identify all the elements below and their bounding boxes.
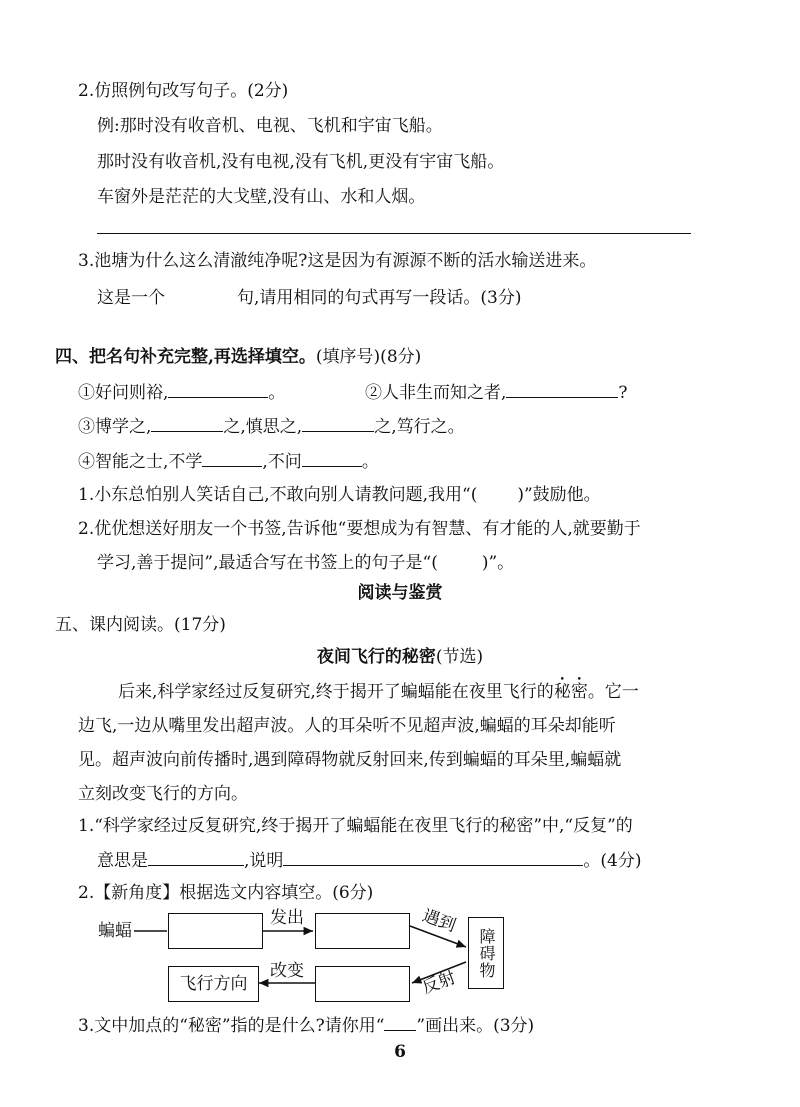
sec5-q1-text-d: 。(4分) [583,851,642,871]
page-number: 6 [394,1042,406,1062]
diagram-obstacle-label: 障碍物 [477,927,496,979]
sec4-item2-text: ②人非生而知之者, [365,383,507,403]
passage-note: (节选) [435,647,484,667]
sec4-q2-text-c: )”。 [481,553,515,573]
diagram-label-meet: 遇到 [419,905,459,937]
dotted-char-2: 密 [570,682,588,702]
sec4-q2-line1: 2.优优想送好朋友一个书签,告诉他“要想成为有智慧、有才能的人,就要勤于 [78,519,641,539]
sec4-item3-text-b: 之,慎思之, [223,417,303,437]
sec4-item3-text-a: ③博学之, [78,417,152,437]
sec5-q3 [78,1014,534,1037]
passage-line-1-text: 后来,科学家经过反复研究,终于揭开了蝙蝠能在夜里飞行的 [118,682,554,702]
section-heading: 阅读与鉴赏 [357,583,443,603]
diagram-start-label: 蝙蝠 [98,921,132,941]
sec4-item1-end: 。 [268,383,286,403]
sec5-title: 五、课内阅读。(17分) [55,615,226,635]
sec5-q2: 2.【新角度】根据选文内容填空。(6分) [78,883,374,903]
sec4-item4-text-b: ,不问 [262,452,302,472]
diagram-final-box [168,966,259,1002]
diagram-obstacle-box [468,917,504,989]
diagram-label-emit: 发出 [270,908,304,928]
sec4-note: (填序号)(8分) [315,347,422,367]
q3-3-line-a: 这是一个 [97,288,165,308]
sec5-q1-line1: 1.“科学家经过反复研究,终于揭开了蝙蝠能在夜里飞行的秘密”中,“反复”的 [78,816,633,836]
sec4-q1-text-a: 1.小东总怕别人笑话自己,不敢向别人请教问题,我用“( [78,485,478,505]
sec4-item1-text: ①好问则裕, [78,383,169,403]
q3-2-prompt: 2.仿照例句改写句子。(2分) [78,81,289,101]
sec5-q3-text-b: ”画出来。(3分) [416,1016,535,1036]
diagram-box-1[interactable] [168,913,263,949]
sec4-q1-text-b: )”鼓励他。 [517,485,601,505]
passage-line-2: 边飞,一边从嘴里发出超声波。人的耳朵听不见超声波,蝙蝠的耳朵却能听 [78,716,616,736]
sec5-q3-underline-sample [384,1014,416,1031]
dotted-char-1: 秘 [553,682,571,702]
sec5-q1-text-c: ,说明 [244,851,284,871]
diagram-box-3[interactable] [315,966,410,1002]
sec4-item3-text-c: 之,笃行之。 [374,417,465,437]
q3-2-example-2: 那时没有收音机,没有电视,没有飞机,更没有宇宙飞船。 [97,152,505,172]
sec4-q2-text-b: 学习,善于提问”,最适合写在书签上的句子是“( [97,553,438,573]
sec5-q3-text-a: 3.文中加点的“秘密”指的是什么?请你用“ [78,1016,385,1036]
sec4-title: 四、把名句补充完整,再选择填空。 [55,347,316,367]
passage-line-4: 立刻改变飞行的方向。 [78,784,248,804]
q3-3-line-b: 句,请用相同的句式再写一段话。(3分) [237,288,522,308]
diagram-label-change: 改变 [270,961,304,981]
diagram-box-2[interactable] [315,913,410,949]
sec5-q1-text-b: 意思是 [97,851,148,871]
diagram-final-label: 飞行方向 [179,974,248,994]
passage-line-1-end: 。它一 [587,682,639,702]
passage-line-3: 见。超声波向前传播时,遇到障碍物就反射回来,传到蝙蝠的耳朵里,蝙蝠就 [78,750,622,770]
sec4-item4-text-c: 。 [361,452,379,472]
sec4-item4-text-a: ④智能之士,不学 [78,452,203,472]
q3-2-example-1: 例:那时没有收音机、电视、飞机和宇宙飞船。 [97,116,443,136]
q3-2-task: 车窗外是茫茫的大戈壁,没有山、水和人烟。 [97,187,426,207]
diagram-label-reflect: 反射 [419,967,459,999]
q3-3-prompt: 3.池塘为什么这么清澈纯净呢?这是因为有源源不断的活水输送进来。 [78,251,597,271]
passage-title: 夜间飞行的秘密 [316,647,436,667]
sec4-item2-end: ? [618,383,628,403]
